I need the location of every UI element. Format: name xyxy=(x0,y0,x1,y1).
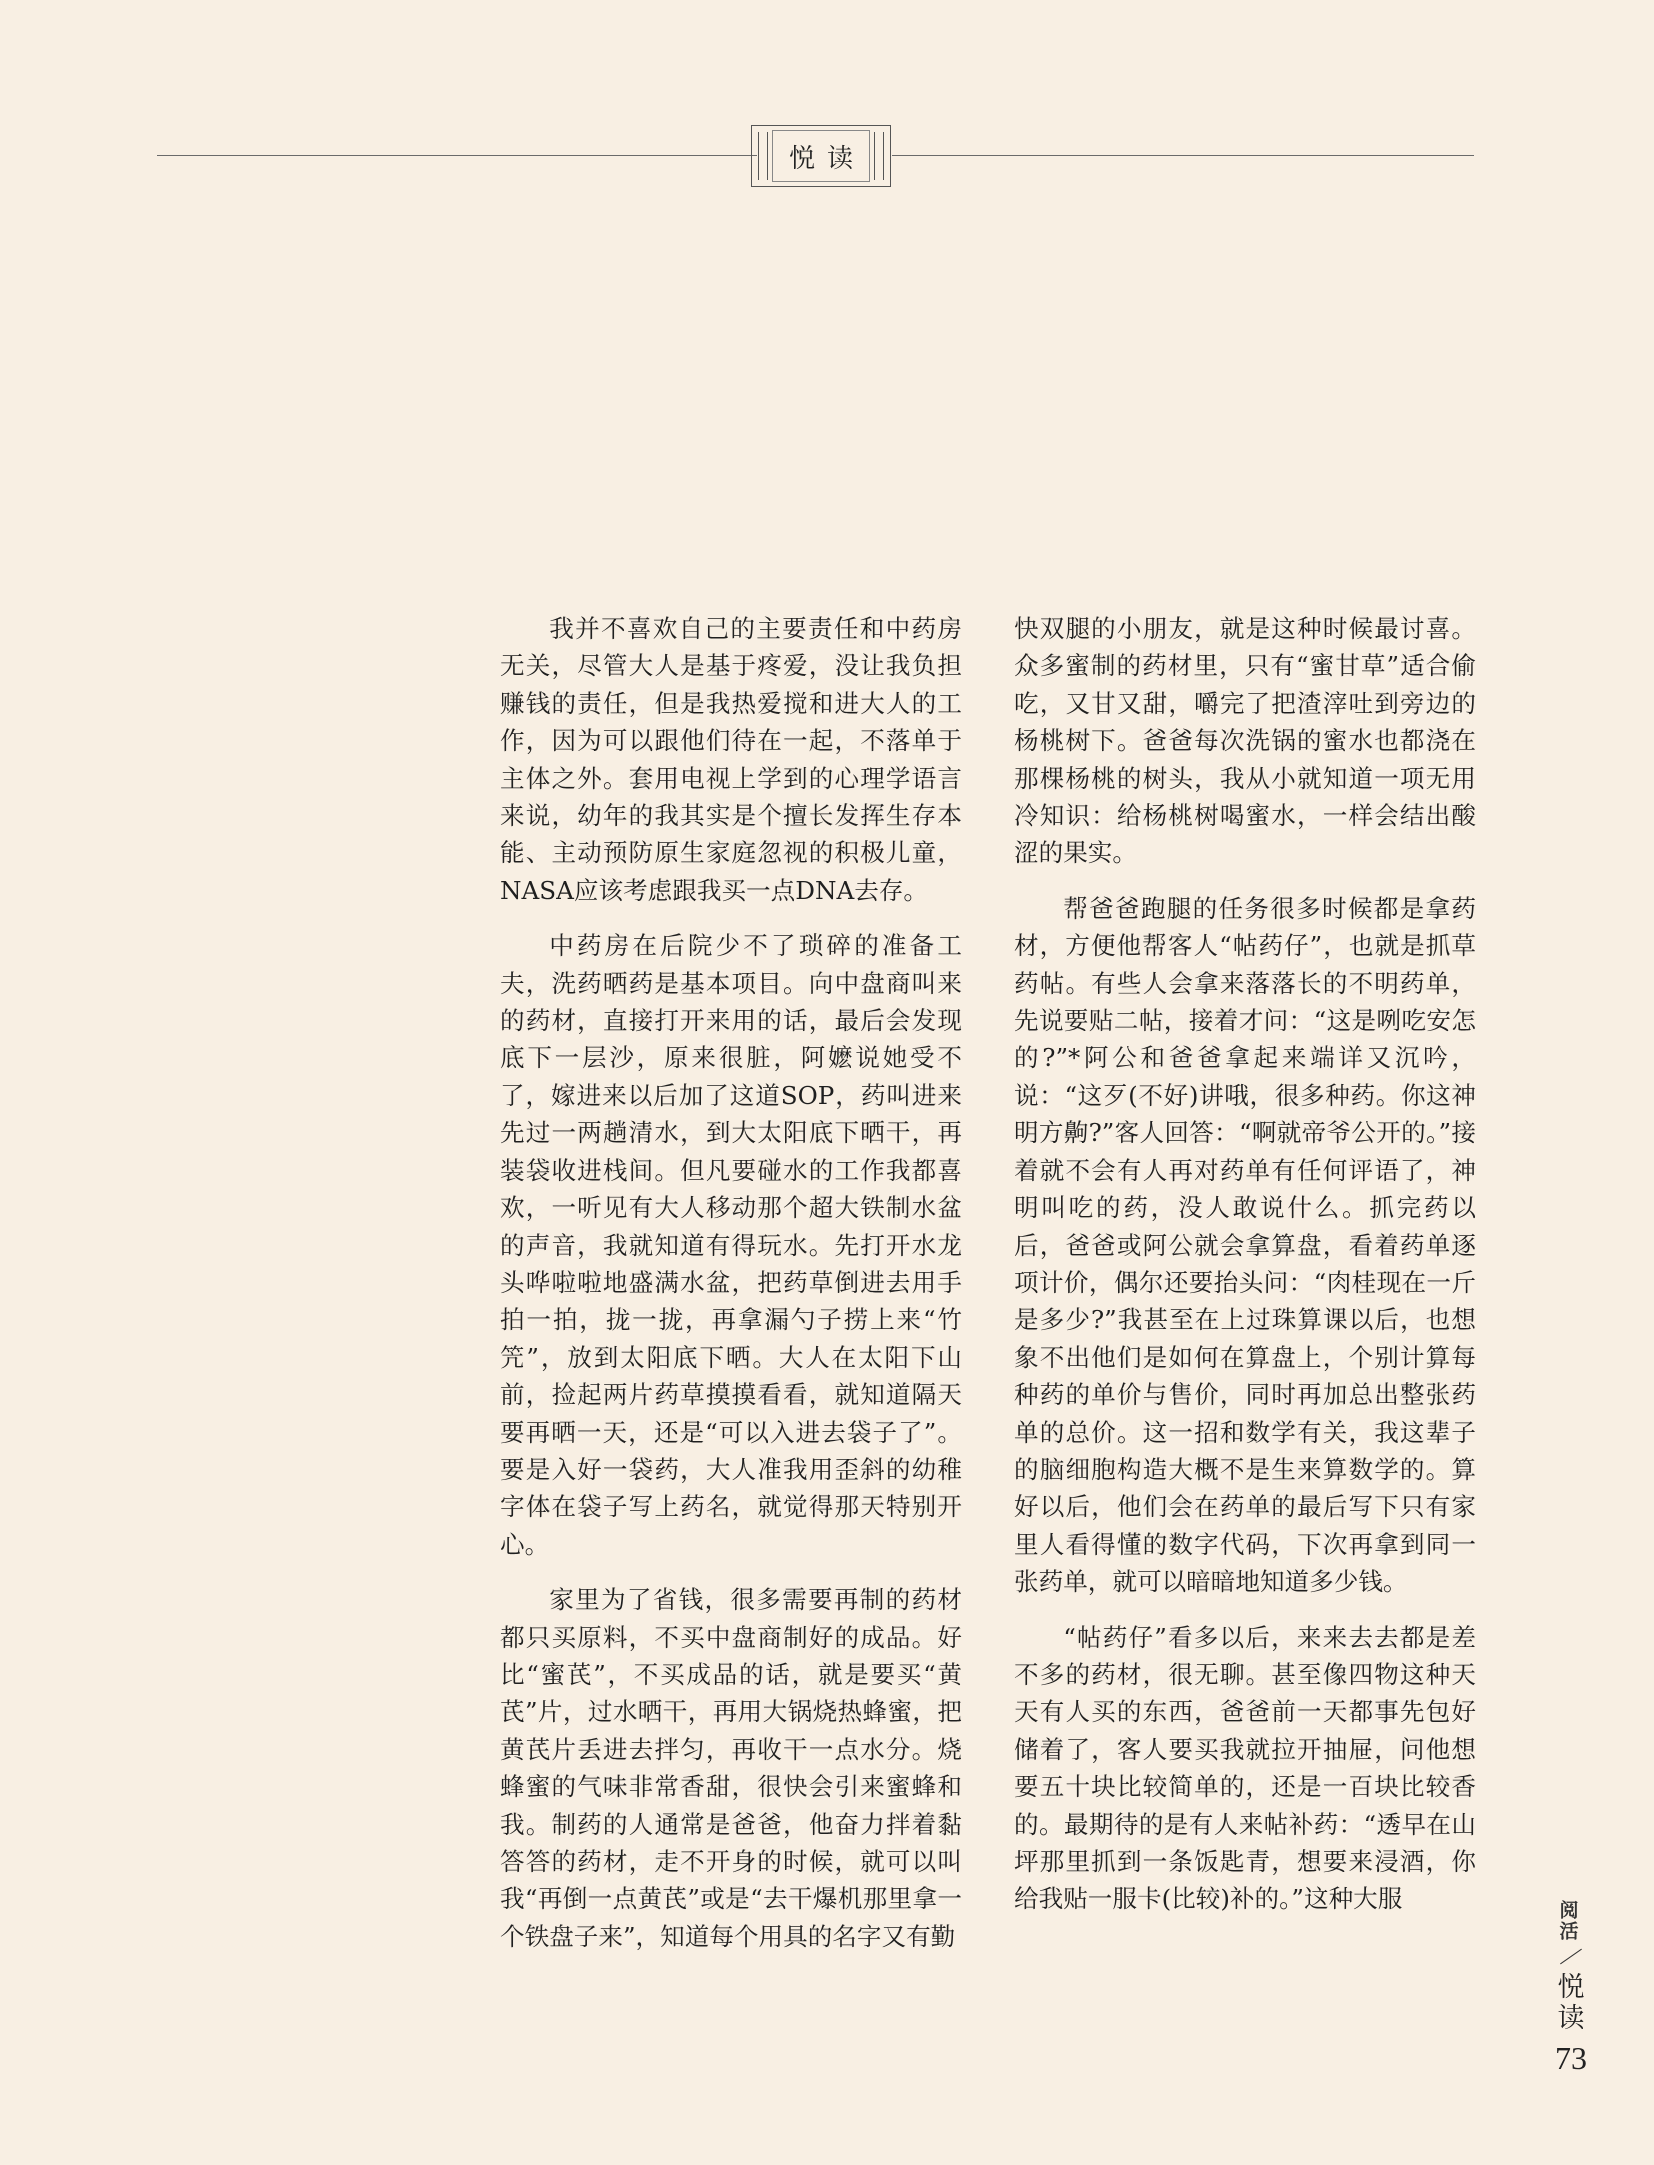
header-rule-right xyxy=(892,155,1474,156)
paragraph: 家里为了省钱，很多需要再制的药材都只买原料，不买中盘商制好的成品。好比“蜜芪”，不买成品的话，就是要买“黄芪”片，过水晒干，再用大锅烧热蜂蜜，把黄芪片丢进去拌匀，再收干一点水分。烧蜂蜜的气味非常香甜，很快会引来蜜蜂和我。制药的人通常是爸爸，他奋力拌着黏答答的药材，走不开身的时候，就可以叫我“再倒一点黄芪”或是“去干爆机那里拿一个铁盘子来”，知道每个用具的名字又有勤 xyxy=(500,1585,962,1951)
paragraph: 我并不喜欢自己的主要责任和中药房无关，尽管大人是基于疼爱，没让我负担赚钱的责任，但是我热爱搅和进大人的工作，因为可以跟他们待在一起，不落单于主体之外。套用电视上学到的心理学语言来说，幼年的我其实是个擅长发挥生存本能、主动预防原生家庭忽视的积极儿童，NASA应该考虑跟我买一点DNA去存。 xyxy=(500,614,962,905)
section-title: 悦读 xyxy=(788,143,865,174)
text-column-1 xyxy=(500,610,962,1973)
section-tag xyxy=(751,125,891,187)
paragraph: 中药房在后院少不了琐碎的准备工夫，洗药晒药是基本项目。向中盘商叫来的药材，直接打开来用的话，最后会发现底下一层沙，原来很脏，阿嬷说她受不了，嫁进来以后加了这道SOP，药叫进来先过一两趟清水，到大太阳底下晒干，再装袋收进栈间。但凡要碰水的工作我都喜欢，一听见有大人移动那个超大铁制水盆的声音，我就知道有得玩水。先打开水龙头哗啦啦地盛满水盆，把药草倒进去用手拍一拍，拢一拢，再拿漏勺子捞上来“竹笐”，放到太阳底下晒。大人在太阳下山前，捡起两片药草摸摸看看，就知道隔天要再晒一天，还是“可以入进去袋子了”。要是入好一袋药，大人准我用歪斜的幼稚字体在袋子写上药名，就觉得那天特别开心。 xyxy=(500,931,962,1559)
paragraph-continued: 快双腿的小朋友，就是这种时候最讨喜。众多蜜制的药材里，只有“蜜甘草”适合偷吃，又甘又甜，嚼完了把渣滓吐到旁边的杨桃树下。爸爸每次洗锅的蜜水也都浇在那棵杨桃的树头，我从小就知道一项无用冷知识：给杨桃树喝蜜水，一样会结出酸涩的果实。 xyxy=(1014,614,1476,868)
side-section-name: 悦读 xyxy=(1552,1972,1584,2034)
magazine-name: 阅活 xyxy=(1556,1900,1579,1942)
paragraph: 帮爸爸跑腿的任务很多时候都是拿药材，方便他帮客人“帖药仔”，也就是抓草药帖。有些人会拿来落落长的不明药单，先说要贴二帖，接着才问：“这是咧吃安怎的?”*阿公和爸爸拿起来端详又沉吟，说：“这歹(不好)讲哦，很多种药。你这神明方齁?”客人回答：“啊就帝爷公开的。”接着就不会有人再对药单有任何评语了，神明叫吃的药，没人敢说什么。抓完药以后，爸爸或阿公就会拿算盘，看着药单逐项计价，偶尔还要抬头问：“肉桂现在一斤是多少?”我甚至在上过珠算课以后，也想象不出他们是如何在算盘上，个别计算每种药的单价与售价，同时再加总出整张药单的总价。这一招和数学有关，我这辈子的脑细胞构造大概不是生来算数学的。算好以后，他们会在药单的最后写下只有家里人看得懂的数字代码，下次再拿到同一张药单，就可以暗暗地知道多少钱。 xyxy=(1014,893,1476,1597)
paragraph: “帖药仔”看多以后，来来去去都是差不多的药材，很无聊。甚至像四物这种天天有人买的东西，爸爸前一天都事先包好储着了，客人要买我就拉开抽屉，问他想要五十块比较简单的，还是一百块比较香的。最期待的是有人来帖补药：“透早在山坪那里抓到一条饭匙青，想要来浸酒，你给我贴一服卡(比较)补的。”这种大服 xyxy=(1014,1622,1476,1914)
text-column-2 xyxy=(1014,610,1476,1936)
slash-divider xyxy=(1556,1946,1580,1968)
header-rule-left xyxy=(157,155,757,156)
side-section-label xyxy=(1548,1900,1588,2034)
page-number: 73 xyxy=(1555,2040,1587,2076)
